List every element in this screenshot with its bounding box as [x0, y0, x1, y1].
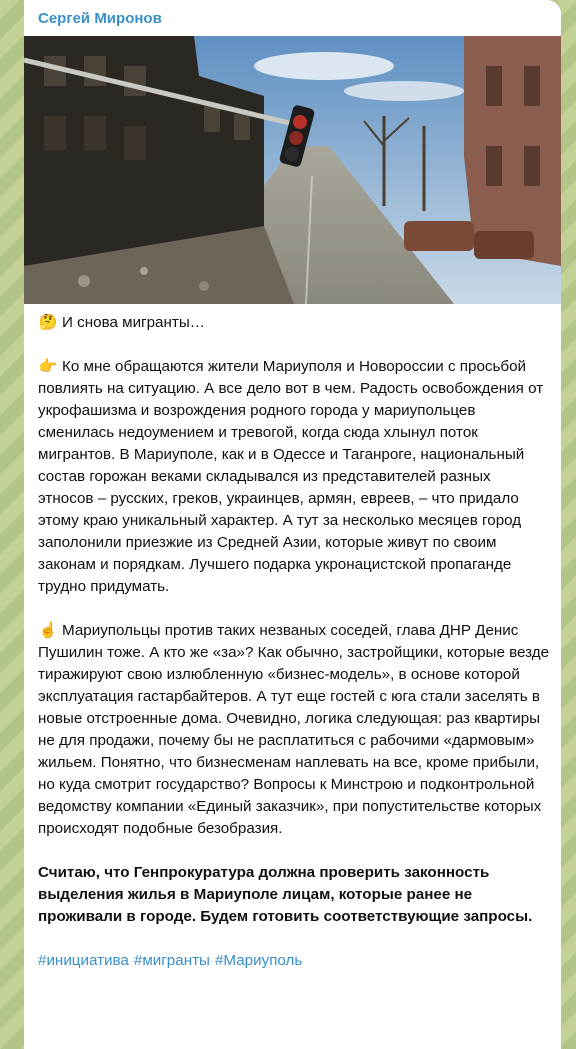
appeal-text: Ко мне обращаются жители Мариуполя и Новороссии с просьбой повлиять на ситуацию. А все дело вот в чем. Радость освобождения от укрофашизма и возрождения родного города у мариупольцев сменилась недоумением и тревогой, когда сюда хлынул поток мигрантов. В Мариуполе, как и в Одессе и Таганроге, национальный состав горожан веками складывался из представителей разных этносов – русских, греков, украинцев, армян, евреев, – что придало этому краю уникальный характер. А тут за несколько месяцев город заполонили приезжие из Средней Азии, которые живут по своим законам и порядкам. Лучшего подарка укронацистской пропаганде трудно придумать.	[38, 358, 544, 595]
photo-illustration	[24, 36, 561, 304]
index-finger-up-icon: ☝️	[38, 622, 58, 639]
chat-background-left	[0, 0, 26, 1049]
hashtags	[38, 950, 550, 972]
hashtag-mariupol[interactable]: #Мариуполь	[214, 952, 303, 969]
post-text	[38, 312, 550, 994]
post-paragraph-appeal	[38, 356, 550, 598]
message-bubble	[24, 0, 561, 1049]
hashtag-initiative[interactable]: #инициатива	[38, 952, 129, 969]
opinion-text: Мариупольцы против таких незваных соседей, глава ДНР Денис Пушилин тоже. А кто же «за»? Как обычно, застройщики, которые везде тиражируют свою излюбленную «бизнес-модель», в основе которой эксплуатация гастарбайтеров. А тут еще гостей с юга стали заселять в новые отстроенные дома. Очевидно, логика следующая: раз квартиры не для продажи, почему бы не расплатиться с рабочими «дармовым» жильем. Понятно, что бизнесменам наплевать на все, кроме прибыли, но куда смотрит государство? Вопросы к Минстрою и подконтрольной ведомству компании «Единый заказчик», при попустительстве которых происходят подобные безобразия.	[38, 622, 550, 837]
post-paragraph-opinion	[38, 620, 550, 840]
pointing-hand-icon: 👉	[38, 358, 58, 375]
author-name[interactable]: Сергей Миронов	[38, 10, 162, 27]
post-paragraph-intro	[38, 312, 550, 334]
thinking-face-icon: 🤔	[38, 314, 58, 331]
post-paragraph-conclusion: Считаю, что Генпрокуратура должна проверить законность выделения жилья в Мариуполе лицам, которые ранее не проживали в городе. Будем готовить соответствующие запросы.	[38, 864, 533, 925]
hashtag-migrants[interactable]: #мигранты	[133, 952, 210, 969]
post-photo[interactable]	[24, 36, 561, 304]
intro-text: И снова мигранты…	[62, 314, 205, 331]
